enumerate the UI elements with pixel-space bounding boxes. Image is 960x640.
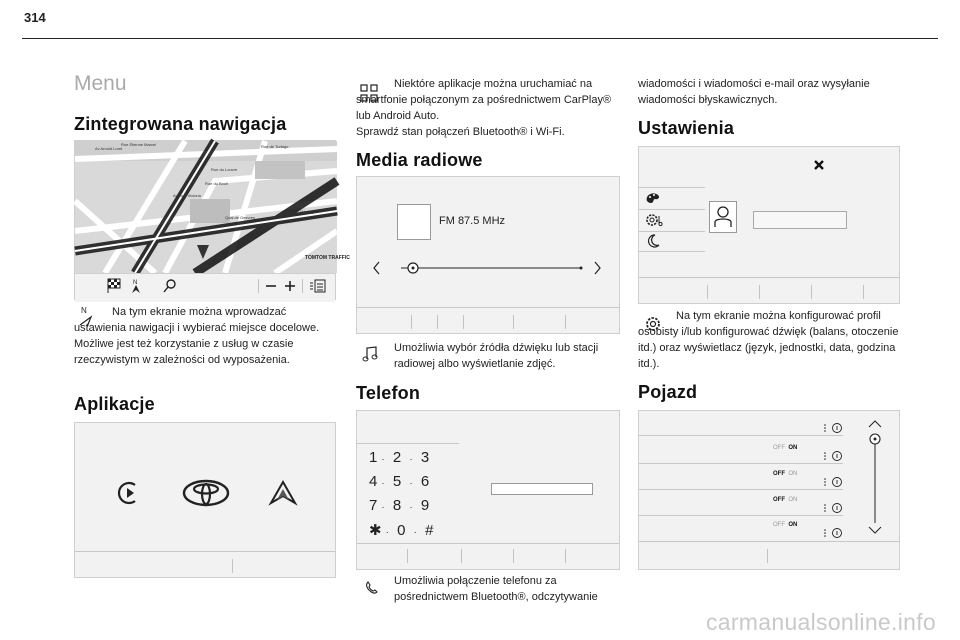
watermark: carmanualsonline.info bbox=[705, 609, 936, 635]
map-label: Quai de l'Horloge bbox=[285, 209, 316, 214]
map-label: Rue du Louvre bbox=[211, 167, 238, 172]
zoom-out-icon[interactable] bbox=[265, 280, 277, 292]
profile-name-field[interactable] bbox=[753, 211, 847, 229]
profile-button[interactable] bbox=[709, 201, 737, 233]
vertical-scrollbar[interactable] bbox=[865, 419, 885, 537]
station-artwork bbox=[397, 204, 431, 240]
dial-key[interactable]: 2 bbox=[392, 449, 402, 466]
settings-heading: Ustawienia bbox=[638, 118, 735, 138]
settings-desc: Na tym ekranie można konfigurować profil osobisty i/lub konfigurować dźwięk (balans, otoczenie itd.) oraz wyświetlacz (język, jednostki, data, godzina itd.). bbox=[638, 310, 899, 370]
toggle-switch[interactable]: OFF ON bbox=[773, 522, 798, 528]
dial-key[interactable]: 8 bbox=[392, 497, 402, 514]
apps-desc-2: Sprawdź stan połączeń Bluetooth® i Wi-Fi. bbox=[356, 126, 565, 138]
dial-key[interactable]: 0 bbox=[397, 522, 406, 539]
settings-screen bbox=[638, 146, 900, 304]
dial-row: 4 · 5 · 6 bbox=[369, 473, 430, 490]
nav-desc-1: Na tym ekranie można wprowadzać ustawienia nawigacji i wybierać miejsce docelowe. bbox=[74, 306, 320, 334]
tomtom-logo: TOMTOM TRAFFIC bbox=[305, 255, 350, 261]
moon-icon[interactable] bbox=[645, 233, 661, 249]
android-auto-icon[interactable] bbox=[269, 479, 297, 507]
music-note-icon bbox=[362, 345, 378, 363]
palette-icon[interactable] bbox=[645, 191, 661, 205]
toyota-logo-icon[interactable] bbox=[182, 479, 230, 507]
map-label: Quai de Gesvres bbox=[225, 215, 256, 220]
phone-icon bbox=[364, 580, 380, 596]
checkered-flag-icon[interactable] bbox=[107, 278, 121, 294]
phone-heading: Telefon bbox=[356, 383, 421, 403]
page-number: 314 bbox=[24, 10, 46, 25]
dial-key[interactable]: ✱ bbox=[369, 522, 382, 539]
map-label: Rue Étienne Marcel bbox=[121, 142, 157, 147]
chevron-left-icon bbox=[374, 262, 379, 274]
carplay-icon[interactable] bbox=[115, 479, 141, 507]
vehicle-info-column bbox=[823, 421, 845, 541]
toggle-switch[interactable]: OFF ON bbox=[773, 471, 798, 477]
compass-north-icon[interactable] bbox=[130, 278, 142, 294]
radio-screen bbox=[356, 176, 620, 334]
radio-description: Umożliwia wybór źródła dźwięku lub stacji radiowej albo wyświetlanie zdjęć. bbox=[394, 342, 599, 370]
map-options-icon[interactable] bbox=[309, 278, 327, 294]
map-label: Rue de Turbigo bbox=[261, 144, 289, 149]
station-frequency: FM 87.5 MHz bbox=[439, 215, 506, 227]
chevron-down-icon bbox=[869, 527, 881, 533]
header-rule bbox=[22, 38, 938, 39]
nav-description bbox=[74, 304, 336, 368]
vehicle-screen bbox=[638, 410, 900, 570]
map-label: Av Arnold Loret bbox=[95, 146, 123, 151]
phone-description: Umożliwia połączenie telefonu za pośrednictwem Bluetooth®, odczytywanie bbox=[394, 575, 598, 603]
phone-desc-continuation: wiadomości i wiadomości e-mail oraz wysyłanie wiadomości błyskawicznych. bbox=[638, 78, 870, 106]
settings-description bbox=[638, 308, 902, 372]
chevron-right-icon bbox=[595, 262, 600, 274]
nav-screen bbox=[74, 140, 350, 300]
svg-text:N: N bbox=[81, 306, 87, 315]
dial-row: 1 · 2 · 3 bbox=[369, 449, 430, 466]
tuning-slider[interactable] bbox=[373, 259, 605, 277]
chevron-up-icon bbox=[869, 421, 881, 427]
dial-row: ✱ · 0 · # bbox=[369, 522, 434, 539]
apps-heading: Aplikacje bbox=[74, 394, 155, 414]
svg-text:N: N bbox=[133, 280, 138, 286]
nav-desc-2: Możliwe jest też korzystanie z usług w czasie rzeczywistym w zależności od wyposażenia. bbox=[74, 338, 294, 366]
dial-key[interactable]: 7 bbox=[369, 497, 378, 514]
toggle-switch[interactable]: OFF ON bbox=[773, 445, 798, 451]
apps-desc-1: Niektóre aplikacje można uruchamiać na smartfonie połączonym za pośrednictwem CarPlay® lub Android Auto. bbox=[356, 78, 612, 122]
apps-screen bbox=[74, 422, 336, 578]
close-icon[interactable] bbox=[813, 159, 825, 171]
phone-number-input[interactable] bbox=[491, 483, 593, 495]
map-label: Avenue Victoria bbox=[173, 193, 201, 198]
dial-key[interactable]: 6 bbox=[420, 473, 430, 490]
dial-key[interactable]: 3 bbox=[420, 449, 430, 466]
nav-heading: Zintegrowana nawigacja bbox=[74, 114, 287, 134]
user-profile-icon bbox=[710, 202, 736, 232]
dial-key[interactable]: 5 bbox=[392, 473, 402, 490]
dial-row: 7 · 8 · 9 bbox=[369, 497, 430, 514]
menu-heading: Menu bbox=[74, 72, 127, 95]
map-label: Rue du Bouil bbox=[205, 181, 228, 186]
dial-key[interactable]: 1 bbox=[369, 449, 378, 466]
phone-screen bbox=[356, 410, 620, 570]
navigation-map bbox=[75, 141, 350, 273]
dial-key[interactable]: # bbox=[425, 522, 434, 539]
zoom-in-icon[interactable] bbox=[284, 280, 296, 292]
gear-sound-icon[interactable] bbox=[645, 212, 665, 228]
dial-key[interactable]: 9 bbox=[420, 497, 430, 514]
radio-heading: Media radiowe bbox=[356, 150, 483, 170]
toggle-switch[interactable]: OFF ON bbox=[773, 497, 798, 503]
search-icon[interactable] bbox=[163, 278, 177, 294]
dial-key[interactable]: 4 bbox=[369, 473, 378, 490]
vehicle-heading: Pojazd bbox=[638, 382, 698, 402]
apps-description bbox=[356, 76, 620, 140]
